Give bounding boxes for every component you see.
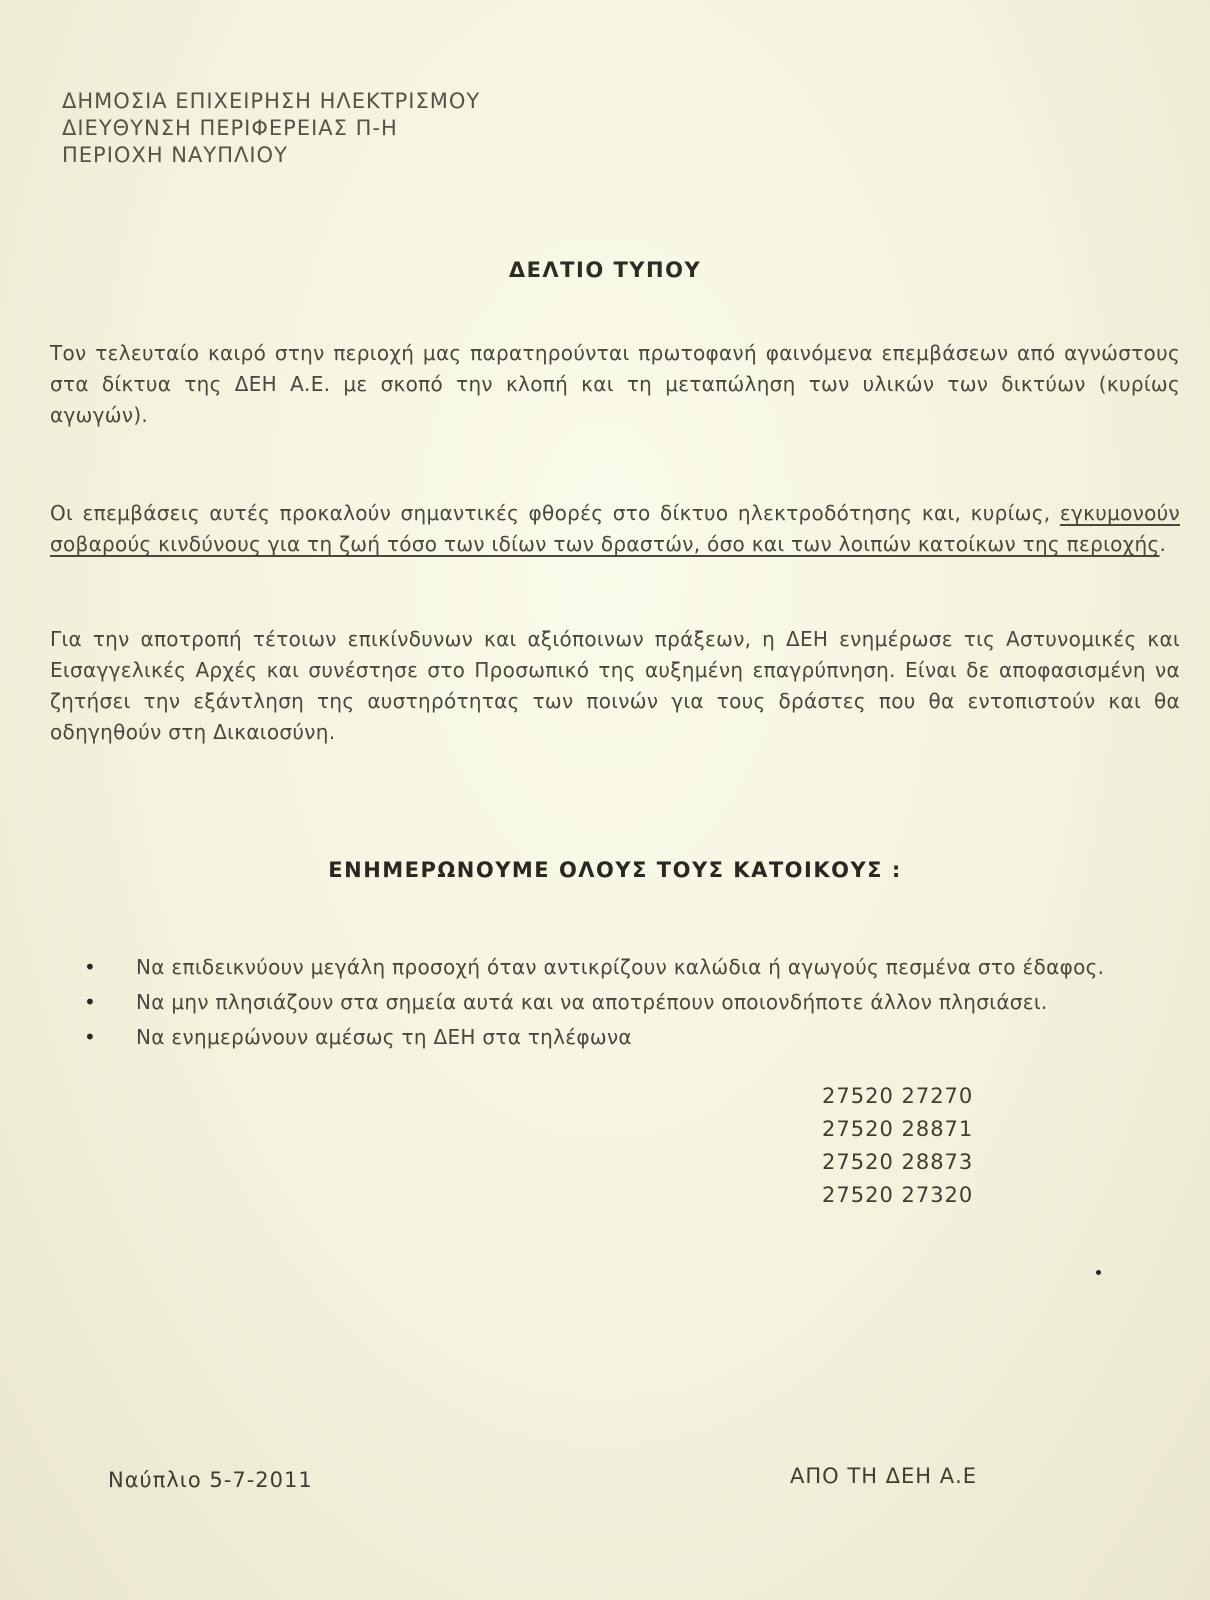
- document-title: ΔΕΛΤΙΟ ΤΥΠΟΥ: [508, 258, 702, 282]
- sender-organization: ΔΗΜΟΣΙΑ ΕΠΙΧΕΙΡΗΣΗ ΗΛΕΚΤΡΙΣΜΟΥ: [62, 89, 481, 113]
- paragraph-intro: Τον τελευταίο καιρό στην περιοχή μας παρατηρούνται πρωτοφανή φαινόμενα επεμβάσεων από αγνώστους στα δίκτυα της ΔΕΗ Α.Ε. με σκοπό την κλοπή και τη μεταπώληση των υλικών των δικτύων (κυρίως αγωγών).: [50, 341, 1180, 427]
- bullet-icon: •: [84, 990, 97, 1014]
- signature-line: ΑΠΟ ΤΗ ΔΕΗ Α.Ε: [790, 1464, 978, 1488]
- sender-block: [62, 88, 480, 169]
- paragraph-danger: [50, 498, 1180, 560]
- phone-number: 27520 27270: [822, 1084, 974, 1108]
- bullet-icon: •: [84, 955, 97, 979]
- list-item: [84, 987, 1144, 1018]
- date-line: Ναύπλιο 5-7-2011: [108, 1468, 313, 1492]
- notice-heading: ΕΝΗΜΕΡΩΝΟΥΜΕ ΟΛΟΥΣ ΤΟΥΣ ΚΑΤΟΙΚΟΥΣ :: [328, 858, 902, 882]
- sender-area: ΠΕΡΙΟΧΗ ΝΑΥΠΛΙΟΥ: [62, 143, 288, 167]
- list-item-text: Να μην πλησιάζουν στα σημεία αυτά και να αποτρέπουν οποιονδήποτε άλλον πλησιάσει.: [136, 990, 1048, 1014]
- list-item-text: Να ενημερώνουν αμέσως τη ΔΕΗ στα τηλέφωνα: [136, 1025, 632, 1049]
- phone-number: 27520 28873: [822, 1150, 974, 1174]
- list-item-text: Να επιδεικνύουν μεγάλη προσοχή όταν αντικρίζουν καλώδια ή αγωγούς πεσμένα στο έδαφος.: [136, 955, 1105, 979]
- bullet-icon: •: [84, 1025, 97, 1049]
- paragraph-danger-text: Οι επεμβάσεις αυτές προκαλούν σημαντικές φθορές στο δίκτυο ηλεκτροδότησης και, κυρίως,: [50, 501, 1060, 525]
- paragraph-measures: Για την αποτροπή τέτοιων επικίνδυνων και αξιόποινων πράξεων, η ΔΕΗ ενημέρωσε τις Αστυνομικές και Εισαγγελικές Αρχές και συνέστησε στο Προσωπικό της αυξημένη επαγρύπνηση. Είναι δε αποφασισμένη να ζητήσει την εξάντληση της αυστηρότητας των ποινών για τους δράστες που θα εντοπιστούν και θα οδηγηθούν στη Δικαιοσύνη.: [50, 627, 1180, 744]
- phone-number: 27520 27320: [822, 1183, 974, 1207]
- ink-dot: [1096, 1270, 1101, 1275]
- phone-numbers: [822, 1080, 973, 1212]
- instructions-list: [84, 952, 1144, 1057]
- paragraph-danger-underlined: εγκυμονούν σοβαρούς κινδύνους για τη ζωή τόσο των ιδίων των δραστών, όσο και των λοιπών κατοίκων της περιοχής: [50, 501, 1180, 556]
- list-item: [84, 952, 1144, 983]
- sender-division: ΔΙΕΥΘΥΝΣΗ ΠΕΡΙΦΕΡΕΙΑΣ Π-Η: [62, 116, 398, 140]
- phone-number: 27520 28871: [822, 1117, 974, 1141]
- list-item: [84, 1022, 1144, 1053]
- paragraph-danger-end: .: [1159, 532, 1167, 556]
